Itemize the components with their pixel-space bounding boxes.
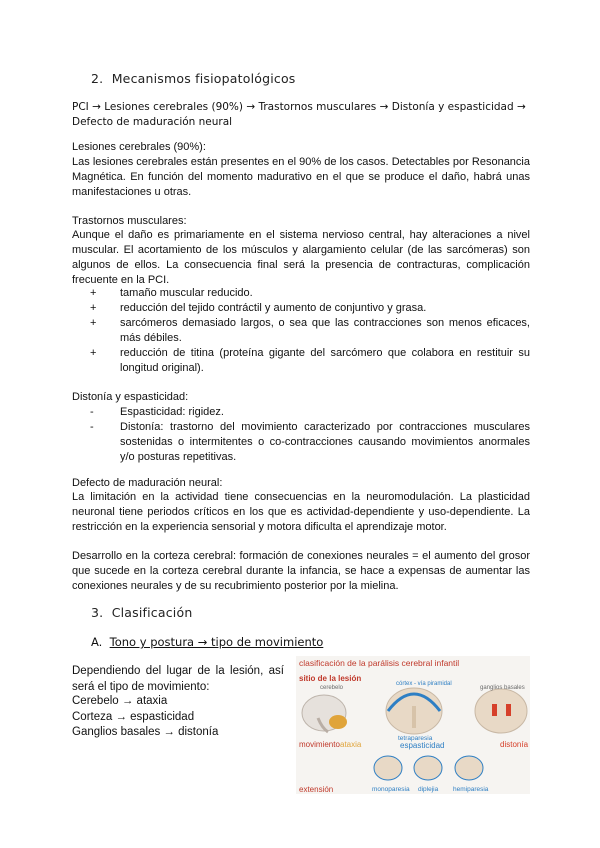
hemiparesia-brain-icon (455, 756, 483, 780)
monoparesia-brain-icon (374, 756, 402, 780)
list-item: + reducción de titina (proteína gigante del sarcómero que colabora en restituir su longitud original). (90, 347, 530, 374)
label-diplejia: diplejia (418, 786, 439, 793)
defecto-heading: Defecto de maduración neural: (72, 477, 223, 489)
list-item: + reducción del tejido contráctil y aumento de conjuntivo y grasa. (90, 302, 427, 314)
lesiones-heading: Lesiones cerebrales (90%): (72, 141, 206, 153)
lesiones-body: Las lesiones cerebrales están presentes en el 90% de los casos. Detectables por Resonancia Magnética. En función del momento madurativo en el que se produce el daño, habrá unas manifestaciones u otras. (72, 156, 530, 198)
label-hemiparesia: hemiparesia (453, 786, 489, 793)
section-2-heading (91, 71, 296, 86)
line-corteza: Corteza → espasticidad (72, 710, 195, 723)
sagittal-brain-icon (302, 695, 347, 732)
cortex-brain-icon (386, 688, 442, 734)
label-espasticidad: espasticidad (400, 741, 445, 750)
section-2-title: Mecanismos fisiopatológicos (111, 71, 296, 86)
label-tetraparesia: tetraparesia (398, 735, 433, 742)
subsection-title: Tono y postura → tipo de movimiento (109, 635, 324, 649)
line-cerebelo: Cerebelo → ataxia (72, 695, 168, 707)
list-item: - Distonía: trastorno del movimiento caracterizado por contracciones musculares sostenidas o intermitentes o co-contracciones causando movimientos anormales y/o posturas repetitivas. (90, 421, 530, 463)
basal-ganglia-brain-icon (475, 689, 527, 733)
list-item: - Espasticidad: rigidez. (90, 406, 224, 418)
pathophysiology-chain: PCI → Lesiones cerebrales (90%) → Trastornos musculares → Distonía y espasticidad → Defecto de maduración neural (72, 101, 526, 128)
label-corteza: córtex - vía piramidal (396, 681, 452, 687)
label-monoparesia: monoparesia (372, 786, 410, 793)
diplejia-brain-icon (414, 756, 442, 780)
section-3-heading (91, 605, 192, 620)
subsection-a-heading (91, 635, 323, 649)
cp-classification-figure (296, 656, 530, 794)
clasificacion-intro: Dependiendo del lugar de la lesión, así será el tipo de movimiento: (72, 665, 284, 693)
distonia-heading: Distonía y espasticidad: (72, 391, 189, 403)
brain-illustrations (296, 656, 530, 794)
figure-row-movement: movimiento (299, 740, 340, 749)
corteza-paragraph: Desarrollo en la corteza cerebral: formación de conexiones neurales = el aumento del grosor que sucede en la corteza cerebral durante la infancia, se hace a expensas de aumentar las conexiones neurales y de su recubrimiento posterior por la mielina. (72, 550, 530, 592)
label-ataxia: ataxia (340, 740, 362, 749)
figure-row-site: sitio de la lesión (299, 674, 362, 683)
label-ganglios: ganglios basales (480, 685, 525, 691)
line-ganglios: Ganglios basales → distonía (72, 726, 219, 738)
section-3-number: 3. (91, 605, 104, 620)
label-cerebelo: cerebelo (320, 685, 344, 691)
lesion-movement-lines (72, 694, 218, 741)
list-item: + tamaño muscular reducido. (90, 287, 253, 299)
label-distonia: distonía (500, 740, 529, 749)
figure-row-extension: extensión (299, 785, 334, 794)
distonia-list (90, 405, 530, 465)
section-2-number: 2. (91, 71, 104, 86)
trastornos-heading: Trastornos musculares: (72, 215, 187, 227)
figure-title: clasificación de la parálisis cerebral infantil (299, 658, 460, 668)
list-item: + sarcómeros demasiado largos, o sea que las contracciones son menos eficaces, más débiles. (90, 317, 530, 344)
trastornos-list (90, 286, 530, 376)
section-3-title: Clasificación (111, 605, 193, 620)
subsection-letter: A. (91, 635, 103, 649)
defecto-body: La limitación en la actividad tiene consecuencias en la neuromodulación. La plasticidad neuronal tiene periodos críticos en los que es actividad-dependiente y uso-dependiente. La restricción en la experiencia sensorial y motora dificulta el aprendizaje motor. (72, 491, 530, 533)
trastornos-body: Aunque el daño es primariamente en el sistema nervioso central, hay alteraciones a nivel muscular. El acortamiento de los músculos y alargamiento celular (de las sarcómeras) son algunos de ellos. La consecuencia final será la presencia de contracturas, complicación frecuente en la PCI. (72, 229, 530, 286)
